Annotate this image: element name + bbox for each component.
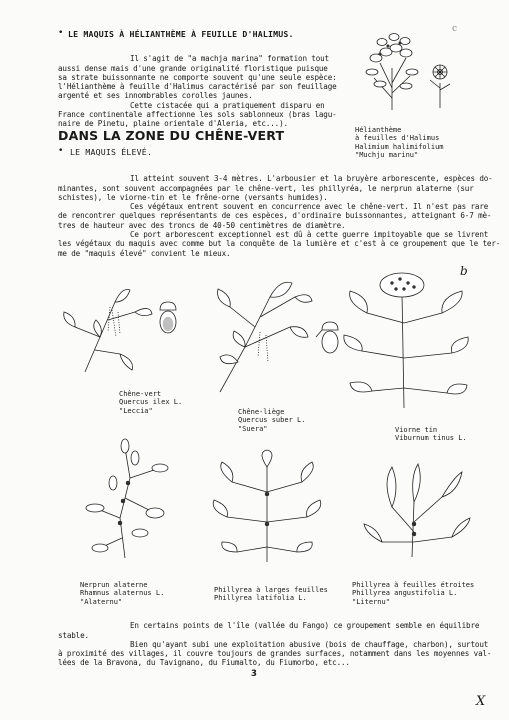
para-line: Cette cistacée qui a pratiquement disparu en — [130, 100, 325, 110]
para-line: schistes), le viorne-tin et le frêne-orne (versants humides). — [58, 192, 328, 202]
corner-mark-bottom: X — [476, 694, 486, 709]
para-line: argenté et ses innombrables corolles jaunes. — [58, 91, 253, 101]
bullet-icon: • — [58, 28, 64, 38]
phillyrea-angustifolia-caption — [352, 572, 474, 615]
para-line: naire de Pinetu, plaine orientale d'Aleria, etc...). — [58, 119, 288, 129]
caption-line: Quercus suber L. — [238, 416, 306, 425]
caption-line: Quercus ilex L. — [119, 398, 183, 407]
para-line: Ce port arborescent exceptionnel est dû à cette guerre impitoyable que se livrent — [130, 230, 489, 240]
caption-line: Hélianthème — [355, 125, 402, 134]
chene-liege-caption — [238, 399, 305, 442]
subtitle-maquis-eleve: LE MAQUIS ÉLEVÉ. — [70, 147, 153, 157]
caption-line: "Alaternu" — [80, 597, 123, 606]
para-line: l'Hélianthème à feuille d'Halimus caractérisé par son feuillage — [58, 82, 337, 92]
nerprun-illustration — [80, 438, 180, 563]
caption-line: Phillyrea angustifolia L. — [352, 589, 458, 598]
caption-line: "Liternu" — [352, 597, 390, 606]
helianthem-caption — [355, 117, 444, 169]
corner-mark-top: c — [452, 24, 458, 34]
caption-line: Phillyrea à larges feuilles — [214, 585, 328, 594]
viorne-tin-illustration — [342, 263, 472, 413]
caption-line: Chêne-liège — [238, 407, 285, 416]
para-line: Il s'agit de "a machja marina" formation tout — [130, 54, 329, 64]
para-line: tres de hauteur avec des troncs de 40-50 centimètres de diamètre. — [58, 220, 346, 230]
caption-line: Viorne tin — [395, 425, 438, 434]
phillyrea-latifolia-caption — [214, 577, 328, 611]
para-line: Bien qu'ayant subi une exploitation abusive (bois de chauffage, charbon), surtout — [130, 639, 489, 649]
chene-liege-illustration — [200, 277, 350, 397]
viorne-tin-caption — [395, 417, 467, 451]
nerprun-caption — [80, 572, 164, 615]
caption-line: Chêne-vert — [119, 389, 162, 398]
para-line: minantes, sont souvent accompagnées par le chêne-vert, les phillyréa, le nerprun alaterne (sur — [58, 183, 474, 193]
para-line: En certains points de l'île (vallée du Fango) ce groupement semble en équilibre — [130, 621, 480, 631]
caption-line: Phillyrea à feuilles étroites — [352, 580, 475, 589]
page-number: 3 — [251, 669, 257, 679]
section-title-chene-vert: DANS LA ZONE DU CHÊNE-VERT — [58, 128, 285, 143]
caption-line: Viburnum tinus L. — [395, 434, 467, 443]
para-line: lées de la Bravona, du Tavignano, du Fiumalto, du Fiumorbo, etc... — [58, 658, 350, 668]
caption-line: à feuilles d'Halimus — [355, 134, 440, 143]
caption-line: Halimium halimifolium — [355, 142, 444, 151]
helianthem-illustration — [362, 28, 462, 113]
para-line: Ces végétaux entrent souvent en concurrence avec le chêne-vert. Il n'est pas rare — [130, 202, 489, 212]
para-line: à proximité des villages, il couvre toujours de grandes surfaces, notamment dans les moyennes val- — [58, 649, 492, 659]
para-line: sa strate buissonnante ne comporte souvent qu'une seule espèce: — [58, 72, 337, 82]
para-line: stable. — [58, 630, 89, 640]
hand-mark-b: b — [460, 264, 468, 278]
maquis-eleve-paragraph — [58, 165, 500, 267]
caption-line: Rhamnus alaternus L. — [80, 589, 165, 598]
caption-line: "Leccia" — [119, 406, 153, 415]
caption-line: "Suera" — [238, 424, 268, 433]
bullet-icon: • — [58, 146, 64, 156]
section-title-maquis-helianthem: LE MAQUIS À HÉLIANTHÈME À FEUILLE D'HALIMUS. — [68, 29, 294, 39]
para-line: France continentale affectionne les sols sablonneux (bras lagu- — [58, 110, 337, 120]
caption-line: Phillyrea latifolia L. — [214, 594, 307, 603]
para-line: aussi dense mais d'une grande originalité floristique puisque — [58, 63, 328, 73]
phillyrea-latifolia-illustration — [212, 452, 322, 567]
chene-vert-illustration — [60, 282, 190, 377]
para-line: me de "maquis élevé" convient le mieux. — [58, 248, 231, 258]
para-line: Il atteint souvent 3-4 mètres. L'arbousier et la bruyère arborescente, espèces do- — [130, 174, 493, 184]
fango-paragraph — [58, 612, 491, 677]
helianthem-paragraph — [58, 45, 337, 138]
chene-vert-caption — [119, 381, 182, 424]
caption-line: Nerprun alaterne — [80, 580, 148, 589]
caption-line: "Muchju marinu" — [355, 151, 419, 160]
para-line: de rencontrer quelques représentants de ces espèces, d'ordinaire buissonnantes, atteignant 6-7 mè- — [58, 211, 492, 221]
para-line: les végétaux du maquis avec comme but la conquête de la lumière et c'est à ce groupement que le ter- — [58, 239, 501, 249]
phillyrea-angustifolia-illustration — [362, 462, 472, 562]
